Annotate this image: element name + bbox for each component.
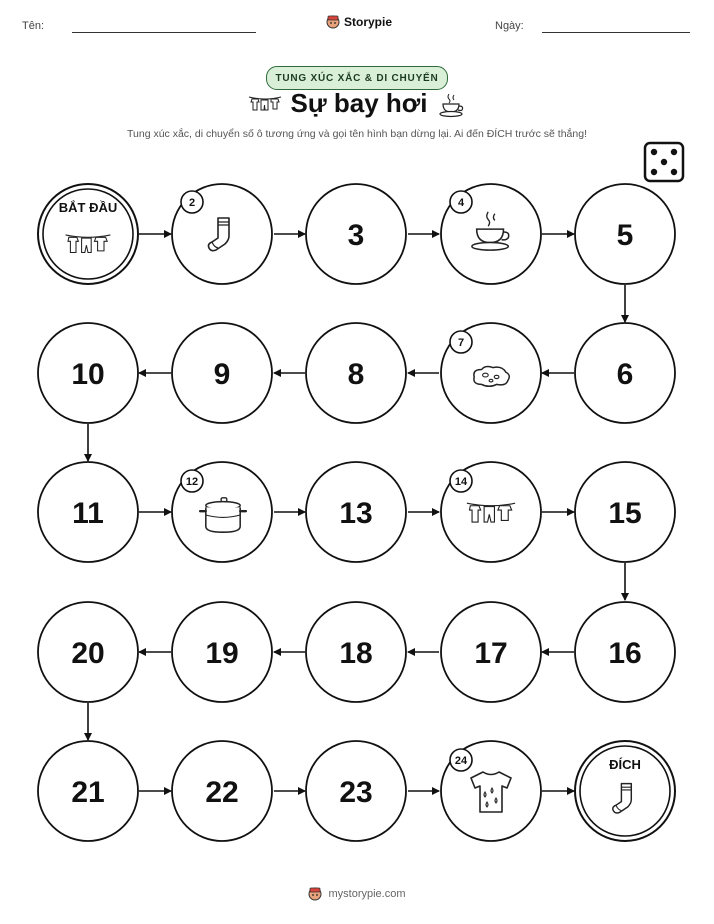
space-number: 6 <box>616 358 634 391</box>
clothesline-icon <box>467 503 515 522</box>
footer <box>0 886 714 902</box>
board-space-21[interactable] <box>38 741 138 841</box>
space-number: 8 <box>347 358 365 391</box>
board-space-15[interactable] <box>575 462 675 562</box>
footer-url[interactable]: mystorypie.com <box>328 888 406 900</box>
space-number: 4 <box>457 197 465 209</box>
board-space-6[interactable] <box>575 323 675 423</box>
finish-space[interactable] <box>575 741 675 841</box>
board-space-19[interactable] <box>172 602 272 702</box>
finish-label: ĐÍCH <box>609 757 641 772</box>
space-number: 15 <box>608 497 642 530</box>
space-number: 3 <box>347 219 365 252</box>
board-space-17[interactable] <box>441 602 541 702</box>
space-number: 18 <box>339 637 373 670</box>
board-space-12[interactable] <box>172 462 272 562</box>
board-space-10[interactable] <box>38 323 138 423</box>
space-number: 14 <box>454 476 468 488</box>
space-number: 22 <box>205 776 239 809</box>
space-number: 5 <box>616 219 634 252</box>
board-space-14[interactable] <box>441 462 541 562</box>
space-number: 16 <box>608 637 642 670</box>
clothesline-icon <box>66 235 111 253</box>
name-label: Tên: <box>22 20 45 32</box>
space-number: 24 <box>454 755 468 767</box>
space-number: 11 <box>72 497 104 530</box>
board-space-3[interactable] <box>306 184 406 284</box>
board-space-5[interactable] <box>575 184 675 284</box>
board-space-11[interactable] <box>38 462 138 562</box>
board-space-7[interactable] <box>441 323 541 423</box>
date-label: Ngày: <box>495 20 524 32</box>
board-space-4[interactable] <box>441 184 541 284</box>
board-space-23[interactable] <box>306 741 406 841</box>
space-number: 17 <box>474 637 508 670</box>
space-number: 13 <box>339 497 373 530</box>
start-label: BẮT ĐẦU <box>58 200 118 215</box>
space-number: 21 <box>71 776 105 809</box>
board-space-8[interactable] <box>306 323 406 423</box>
space-number: 10 <box>71 358 105 391</box>
space-number: 7 <box>457 337 465 349</box>
board-space-16[interactable] <box>575 602 675 702</box>
board-space-13[interactable] <box>306 462 406 562</box>
board-space-2[interactable] <box>172 184 272 284</box>
space-number: 2 <box>188 197 196 209</box>
puddle-icon <box>474 367 509 387</box>
space-number: 23 <box>339 776 373 809</box>
board-space-18[interactable] <box>306 602 406 702</box>
storypie-mascot-icon <box>308 886 322 902</box>
start-space[interactable] <box>38 184 138 284</box>
board-space-22[interactable] <box>172 741 272 841</box>
board-space-9[interactable] <box>172 323 272 423</box>
activity-tag: TUNG XÚC XẮC & DI CHUYỂN <box>266 66 448 90</box>
board-space-20[interactable] <box>38 602 138 702</box>
space-number: 19 <box>205 637 239 670</box>
instructions: Tung xúc xắc, di chuyển số ô tương ứng và gọi tên hình bạn dừng lại. Ai đến ĐÍCH trước sẽ thắng! <box>126 128 587 140</box>
title-text: Sự bay hơi <box>290 88 428 118</box>
space-number: 12 <box>185 476 199 488</box>
brand-name: Storypie <box>344 15 393 29</box>
space-number: 9 <box>213 358 231 391</box>
space-number: 20 <box>71 637 105 670</box>
board-space-24[interactable] <box>441 741 541 841</box>
dice-five-icon[interactable] <box>645 143 683 181</box>
